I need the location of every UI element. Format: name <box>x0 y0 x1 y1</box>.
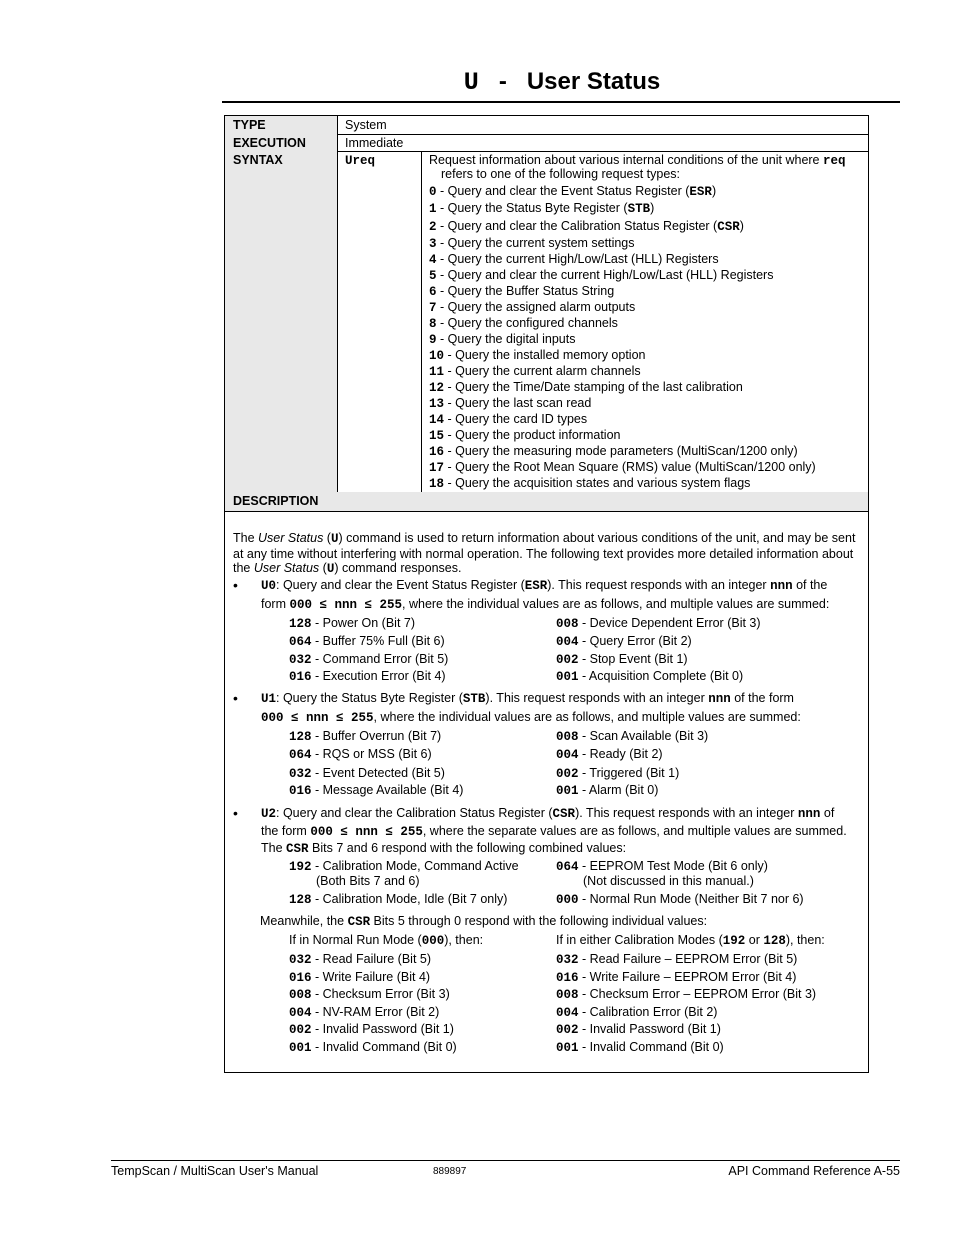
u0-value-128 <box>289 616 415 631</box>
page-title <box>224 68 900 97</box>
u2-combined-128: 128 - Calibration Mode, Idle (Bit 7 only) <box>289 892 508 907</box>
value-text: - Query the measuring mode parameters (MultiScan/1200 only) <box>444 444 798 458</box>
title-command: U <box>463 68 479 97</box>
u2-normal-value-004 <box>289 1005 439 1020</box>
intro-line-3: the User Status (U) command responses. <box>233 561 462 576</box>
value-code: 5 <box>429 269 437 283</box>
value-text: - Query and clear the Event Status Register ( <box>436 184 690 198</box>
value-code: 14 <box>429 413 445 427</box>
value-code: 002 <box>556 653 579 667</box>
value-text: - Query the Root Mean Square (RMS) value (MultiScan/1200 only) <box>444 460 816 474</box>
register-code: CSR <box>717 220 740 234</box>
syntax-item-7 <box>429 300 635 315</box>
execution-label: EXECUTION <box>225 134 337 151</box>
syntax-item-12 <box>429 380 743 395</box>
value-text: - Invalid Password (Bit 1) <box>311 1022 454 1036</box>
u2-meanwhile: Meanwhile, the CSR Bits 5 through 0 respond with the following individual values: <box>260 914 708 929</box>
value-code: 128 <box>289 617 312 631</box>
syntax-item-3 <box>429 236 635 251</box>
value-code: 13 <box>429 397 445 411</box>
value-text: - Query the Status Byte Register ( <box>436 201 628 215</box>
type-label: TYPE <box>225 116 337 134</box>
value-text: - Query and clear the Calibration Status Register ( <box>436 219 718 233</box>
value-text: - Invalid Command (Bit 0) <box>311 1040 457 1054</box>
u0-line-2: form 000 ≤ nnn ≤ 255, where the individual values are as follows, and multiple values are summed: <box>261 597 830 612</box>
value-code: 016 <box>289 670 312 684</box>
value-code: 9 <box>429 333 437 347</box>
value-text: - Event Detected (Bit 5) <box>311 766 445 780</box>
value-text: - Checksum Error (Bit 3) <box>311 987 450 1001</box>
u2-normal-value-032 <box>289 952 431 967</box>
value-code: 001 <box>556 784 579 798</box>
row-divider <box>225 511 868 512</box>
value-text: - Query and clear the current High/Low/Last (HLL) Registers <box>436 268 774 282</box>
value-text: - Power On (Bit 7) <box>311 616 416 630</box>
u2-cal-value-004 <box>556 1005 717 1020</box>
u1-value-008 <box>556 729 708 744</box>
value-text: - Query the product information <box>444 428 621 442</box>
value-code: 008 <box>556 730 579 744</box>
value-code: 016 <box>289 784 312 798</box>
syntax-item-15 <box>429 428 621 443</box>
value-text: - NV-RAM Error (Bit 2) <box>311 1005 440 1019</box>
syntax-item-9 <box>429 332 575 347</box>
footer-manual-title: TempScan / MultiScan User's Manual <box>111 1164 319 1178</box>
value-code: 001 <box>556 1041 579 1055</box>
value-code: 001 <box>556 670 579 684</box>
title-dash: - <box>498 68 507 95</box>
value-text: - Read Failure (Bit 5) <box>311 952 431 966</box>
value-text: ) <box>739 219 744 233</box>
value-code: 1 <box>429 202 437 216</box>
value-text: - Command Error (Bit 5) <box>311 652 449 666</box>
value-code: 8 <box>429 317 437 331</box>
value-code: 064 <box>289 748 312 762</box>
execution-value: Immediate <box>345 136 404 150</box>
value-text: - Query the assigned alarm outputs <box>436 300 636 314</box>
u2-cal-value-008 <box>556 987 816 1002</box>
u1-value-032 <box>289 766 445 781</box>
u1-value-002 <box>556 766 679 781</box>
u0-value-004 <box>556 634 692 649</box>
syntax-item-6 <box>429 284 614 299</box>
u2-cal-value-002 <box>556 1022 721 1037</box>
value-text: - Query the last scan read <box>444 396 592 410</box>
value-text: - Execution Error (Bit 4) <box>311 669 446 683</box>
value-code: 032 <box>289 653 312 667</box>
value-code: 002 <box>556 1023 579 1037</box>
u1-value-128 <box>289 729 441 744</box>
value-code: 10 <box>429 349 445 363</box>
title-name: User Status <box>526 68 661 95</box>
value-code: 18 <box>429 477 445 491</box>
value-text: - Scan Available (Bit 3) <box>578 729 709 743</box>
value-code: 2 <box>429 220 437 234</box>
value-text: - Buffer Overrun (Bit 7) <box>311 729 442 743</box>
syntax-item-4 <box>429 252 719 267</box>
u2-combined-192: 192 - Calibration Mode, Command Active <box>289 859 519 874</box>
footer-rule <box>111 1160 900 1161</box>
value-text: - Query the card ID types <box>444 412 588 426</box>
u2-normal-value-001 <box>289 1040 457 1055</box>
value-text: - Invalid Password (Bit 1) <box>578 1022 721 1036</box>
u2-combined-192-sub: (Both Bits 7 and 6) <box>316 874 420 888</box>
bullet-u2: • <box>233 805 238 821</box>
value-text: - Alarm (Bit 0) <box>578 783 659 797</box>
u1-value-004 <box>556 747 663 762</box>
type-value: System <box>345 118 387 132</box>
value-text: - Write Failure (Bit 4) <box>311 970 431 984</box>
value-text: - Message Available (Bit 4) <box>311 783 464 797</box>
syntax-item-14 <box>429 412 587 427</box>
value-text: - Query the configured channels <box>436 316 618 330</box>
description-label: DESCRIPTION <box>225 492 868 511</box>
value-text: - Acquisition Complete (Bit 0) <box>578 669 744 683</box>
value-text: - Device Dependent Error (Bit 3) <box>578 616 761 630</box>
value-code: 008 <box>289 988 312 1002</box>
title-rule <box>222 101 900 103</box>
syntax-item-18 <box>429 476 750 491</box>
u0-value-032 <box>289 652 448 667</box>
u2-cal-value-032 <box>556 952 797 967</box>
u0-value-002 <box>556 652 688 667</box>
command-table <box>224 115 869 1073</box>
value-text: - Query the acquisition states and various system flags <box>444 476 751 490</box>
value-text: ) <box>650 201 655 215</box>
u1-line-1: U1: Query the Status Byte Register (STB). This request responds with an integer nnn of the form <box>261 691 794 706</box>
syntax-intro: Request information about various internal conditions of the unit where req <box>429 153 846 168</box>
value-text: - Checksum Error – EEPROM Error (Bit 3) <box>578 987 817 1001</box>
column-divider <box>337 116 338 492</box>
syntax-item-1 <box>429 201 654 216</box>
u2-normal-value-016 <box>289 970 430 985</box>
syntax-intro-cont: refers to one of the following request types: <box>441 167 681 181</box>
value-code: 17 <box>429 461 445 475</box>
syntax-code: Ureq <box>345 154 376 168</box>
syntax-item-11 <box>429 364 641 379</box>
value-text: - Query the Time/Date stamping of the last calibration <box>444 380 743 394</box>
value-code: 6 <box>429 285 437 299</box>
u2-cal-value-016 <box>556 970 796 985</box>
value-code: 004 <box>289 1006 312 1020</box>
value-text: - Query the digital inputs <box>436 332 576 346</box>
syntax-item-5 <box>429 268 773 283</box>
footer-doc-number: 889897 <box>433 1166 467 1177</box>
u2-normal-value-002 <box>289 1022 454 1037</box>
u2-line-2: the form 000 ≤ nnn ≤ 255, where the separate values are as follows, and multiple values are summed. <box>261 824 847 839</box>
u1-line-2: 000 ≤ nnn ≤ 255, where the individual values are as follows, and multiple values are summed: <box>261 710 801 725</box>
syntax-item-2 <box>429 219 744 234</box>
value-code: 7 <box>429 301 437 315</box>
value-code: 15 <box>429 429 445 443</box>
footer-page-ref: API Command Reference A-55 <box>728 1164 900 1178</box>
value-code: 3 <box>429 237 437 251</box>
value-code: 004 <box>556 1006 579 1020</box>
value-text: - Query the Buffer Status String <box>436 284 615 298</box>
value-code: 11 <box>429 365 445 379</box>
value-text: - Query the current High/Low/Last (HLL) Registers <box>436 252 719 266</box>
value-code: 12 <box>429 381 445 395</box>
u0-value-001 <box>556 669 743 684</box>
register-code: ESR <box>689 185 712 199</box>
description-intro <box>233 531 863 577</box>
bullet-u0: • <box>233 577 238 593</box>
u0-value-016 <box>289 669 446 684</box>
value-code: 032 <box>556 953 579 967</box>
value-code: 128 <box>289 730 312 744</box>
value-code: 032 <box>289 767 312 781</box>
syntax-label: SYNTAX <box>225 151 337 492</box>
value-text: - RQS or MSS (Bit 6) <box>311 747 432 761</box>
u2-normal-value-008 <box>289 987 450 1002</box>
value-code: 001 <box>289 1041 312 1055</box>
value-code: 002 <box>289 1023 312 1037</box>
register-code: STB <box>627 202 651 216</box>
value-text: - Calibration Error (Bit 2) <box>578 1005 718 1019</box>
u1-value-001 <box>556 783 658 798</box>
value-code: 016 <box>289 971 312 985</box>
u2-combined-064-sub: (Not discussed in this manual.) <box>583 874 754 888</box>
u2-combined-000: 000 - Normal Run Mode (Neither Bit 7 nor 6) <box>556 892 804 907</box>
bullet-u1: • <box>233 690 238 706</box>
value-code: 4 <box>429 253 437 267</box>
syntax-item-13 <box>429 396 591 411</box>
value-text: - Read Failure – EEPROM Error (Bit 5) <box>578 952 798 966</box>
value-text: - Write Failure – EEPROM Error (Bit 4) <box>578 970 797 984</box>
u0-line-1: U0: Query and clear the Event Status Register (ESR). This request responds with an integer nnn of the <box>261 578 828 593</box>
u2-left-heading: If in Normal Run Mode (000), then: <box>289 933 484 948</box>
value-text: - Triggered (Bit 1) <box>578 766 680 780</box>
u0-value-008 <box>556 616 761 631</box>
value-text: ) <box>711 184 717 198</box>
value-code: 032 <box>289 953 312 967</box>
value-text: - Query the installed memory option <box>444 348 646 362</box>
syntax-description <box>421 151 868 492</box>
u0-value-064 <box>289 634 445 649</box>
value-code: 0 <box>429 185 437 199</box>
value-text: - Stop Event (Bit 1) <box>578 652 688 666</box>
value-text: - Buffer 75% Full (Bit 6) <box>311 634 445 648</box>
value-text: - Query the current alarm channels <box>444 364 641 378</box>
syntax-item-16 <box>429 444 798 459</box>
u1-value-064 <box>289 747 432 762</box>
syntax-item-17 <box>429 460 816 475</box>
value-code: 064 <box>289 635 312 649</box>
intro-line-1: The User Status (U) command is used to return information about various conditions of the unit, and may be sent <box>233 531 856 546</box>
intro-line-2: at any time without interfering with normal operation. The following text provides more detailed information about <box>233 546 854 561</box>
value-code: 004 <box>556 748 579 762</box>
value-text: - Query Error (Bit 2) <box>578 634 692 648</box>
u2-line-1: U2: Query and clear the Calibration Status Register (CSR). This request responds with an integer nnn of <box>261 806 835 821</box>
value-code: 008 <box>556 988 579 1002</box>
value-code: 004 <box>556 635 579 649</box>
syntax-item-8 <box>429 316 618 331</box>
u2-right-heading: If in either Calibration Modes (192 or 128), then: <box>556 933 825 948</box>
value-code: 008 <box>556 617 579 631</box>
syntax-item-0 <box>429 184 716 199</box>
value-text: - Query the current system settings <box>436 236 635 250</box>
u1-value-016 <box>289 783 463 798</box>
value-text: - Ready (Bit 2) <box>578 747 663 761</box>
u2-cal-value-001 <box>556 1040 724 1055</box>
syntax-item-10 <box>429 348 646 363</box>
u2-combined-064: 064 - EEPROM Test Mode (Bit 6 only) <box>556 859 768 874</box>
value-text: - Invalid Command (Bit 0) <box>578 1040 724 1054</box>
value-code: 016 <box>556 971 579 985</box>
value-code: 16 <box>429 445 445 459</box>
u2-line-3: The CSR Bits 7 and 6 respond with the following combined values: <box>261 841 627 856</box>
value-code: 002 <box>556 767 579 781</box>
